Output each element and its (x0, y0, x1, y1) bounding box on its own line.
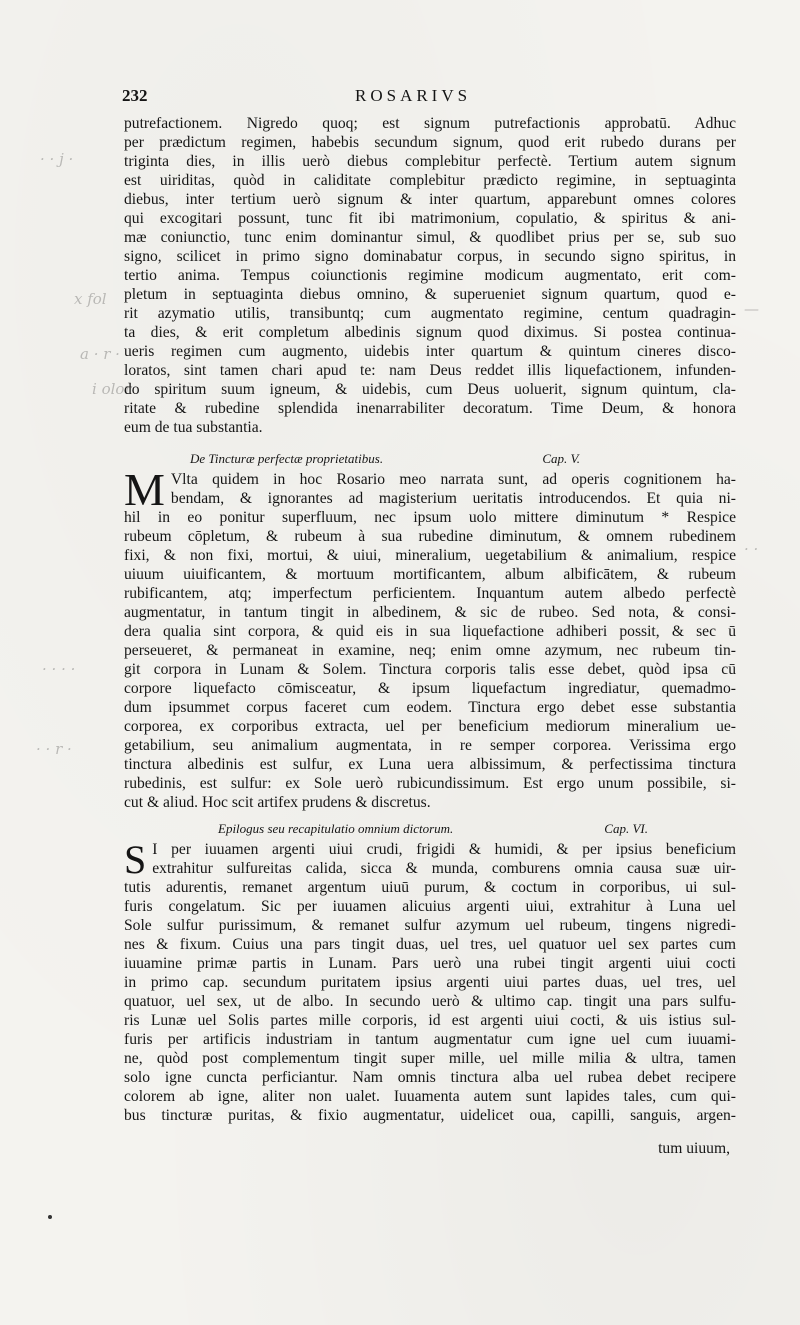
bleed-through-mark: a · r · (80, 345, 120, 363)
text-line: furis per artificis industriam in tantum augmentatur cum igne uel cum iuuami- (124, 1031, 736, 1048)
text-line: in primo cap. secundum puritatem ipsius argenti uiui partes duas, uel tres, uel (124, 974, 736, 991)
page-number: 232 (122, 86, 148, 105)
text-line: dera qualia sint corpora, & quid eis in sua liquefactione adhiberi possit, & sec ū (124, 623, 736, 640)
text-line: nes & fixum. Cuius una pars tingit duas, uel tres, uel quatuor uel sex partes cum (124, 936, 736, 953)
bleed-through-mark: x fol (74, 290, 107, 308)
bleed-through-mark: · · r · (36, 740, 72, 758)
text-line: augmentatur, in tantum tingit in albedinem, & sic de rubeo. Sed nota, & consi- (124, 604, 736, 621)
chapter-title: Epilogus seu recapitulatio omnium dictorum. (218, 821, 454, 836)
text-line: tertio anima. Tempus coiunctionis regimine modicum augmentato, erit com- (124, 267, 736, 284)
text-line: corpore liquefacto cōmisceatur, & ipsum liquefactum ingrediatur, quemadmo- (124, 680, 736, 697)
text-line: qui excogitari possunt, tunc fit ibi matrimonium, copulatio, & spiritus & ani- (124, 210, 736, 227)
running-head (120, 86, 730, 108)
text-line: extrahitur sulfureitas calida, sicca & munda, comburens omnia causa suæ uir- (152, 860, 736, 877)
text-line: rubedinis, est sulfur: ex Sole uerò rubicundissimum. Est ergo unum possibile, si- (124, 775, 736, 792)
text-line: corporea, ex corporibus extracta, uel per beneficium mediorum mineralium ue- (124, 718, 736, 735)
bleed-through-mark: · · j · (40, 150, 74, 168)
text-line: rit azymatio utilis, transibuntq; cum augmentato regimine, centum quadragin- (124, 305, 736, 322)
text-line: Vlta quidem in hoc Rosario meo narrata sunt, ad operis cognitionem ha- (170, 471, 736, 488)
text-line: perseueret, & permaneat in examine, neq; enim omne azymum, nec rubeum tin- (124, 642, 736, 659)
text-line: bus tincturæ puritas, & fixio augmentatur, uidelicet oua, capilli, sanguis, argen- (124, 1107, 736, 1124)
bleed-through-mark: · · · · (42, 660, 76, 678)
text-line: getabilium, seu animalium augmentata, in re semper corporea. Verissima ergo (124, 737, 736, 754)
chapter-body (124, 464, 736, 812)
text-line: triginta dies, in illis uerò diebus complebitur perfectè. Tertium autem signum (124, 153, 736, 170)
text-line: eum de tua substantia. (124, 419, 263, 436)
text-line: ne, quòd post complementum tingit super mille, uel mille milia & ultra, tamen (124, 1050, 736, 1067)
text-line: do spiritum suum igneum, & uidebis, cum Deus uoluerit, signum quintum, cla- (124, 381, 736, 398)
chapter-body (124, 837, 736, 1125)
text-line: ritate & rubedine splendida inenarrabiliter decoratum. Time Deum, & honora (124, 400, 736, 417)
text-line: I per iuuamen argenti uiui crudi, frigidi & humidi, & per ipsius beneficium (152, 841, 736, 858)
ink-speck (48, 1215, 52, 1219)
text-line: ta dies, & erit completum albedinis signum quod diximus. Si postea continua- (124, 324, 736, 341)
text-line: Sole sulfur purissimum, & remanet sulfur azymum uel rubeum, tingens nigredi- (124, 917, 736, 934)
text-line: uiuum uiuificantem, & mortuum mortificantem, album albificātem, & rubeum (124, 566, 736, 583)
text-line: mæ coniunctio, tunc enim dominantur simul, & quodlibet prius per se, sub suo (124, 229, 736, 246)
bleed-through-mark: — (744, 300, 759, 318)
text-line: ueris regimen cum augmento, uidebis inter quartum & quintum cineres disco- (124, 343, 736, 360)
drop-cap: M (124, 464, 165, 515)
chapter-title: De Tincturæ perfectæ proprietatibus. (190, 451, 384, 466)
chapter-heading (218, 821, 648, 841)
text-line: fixi, & non fixi, mortui, & uiui, mineralium, uegetabilium & animalium, respice (124, 547, 736, 564)
text-line: per prædictum regimen, habebis secundum signum, quod erit rubedo durans per (124, 134, 736, 151)
text-line: ris Lunæ uel Solis partes mille corporis, id est argenti uiui cocti, & uis istius sul- (124, 1012, 736, 1029)
text-line: pletum in septuaginta diebus omnino, & superueniet signum quartum, quod e- (124, 286, 736, 303)
bleed-through-mark: i olor (92, 380, 132, 398)
text-line: dum ipsummet corpus faceret cum eodem. Tinctura ergo debet esse substantia (124, 699, 736, 716)
text-line: furis congelatum. Sic per iuuamen alicuius argenti uiui, extrahitur à Luna uel (124, 898, 736, 915)
chapter-heading (190, 451, 610, 471)
chapter-number: Cap. V. (542, 451, 580, 466)
text-line: diebus, inter tertium uerò signum & inter quartum, apparebunt omnes colores (124, 191, 736, 208)
text-line: tutis adurentis, remanet argentum uiuū purum, & coctum in corporibus, ui sul- (124, 879, 736, 896)
text-line: solo igne cuncta perficiantur. Nam omnis tinctura alba uel rubea debet recipere (124, 1069, 736, 1086)
text-line: colorem ab igne, aliter non ualet. Iuuamenta autem sunt lapides tales, cum qui- (124, 1088, 736, 1105)
text-line: hil in eo ponitur superfluum, nec ipsum uolo mittere diminutum * Respice (124, 509, 736, 526)
text-line: cut & aliud. Hoc scit artifex prudens & discretus. (124, 794, 431, 811)
section-continuation (124, 114, 736, 437)
text-line: putrefactionem. Nigredo quoq; est signum putrefactionis approbatū. Adhuc (124, 115, 736, 132)
chapter-number: Cap. VI. (604, 821, 648, 836)
bleed-through-mark: · · (744, 540, 759, 558)
text-line: rubeum cōpletum, & rubeum à sua rubedine diminutum, & omnem rubedinem (124, 528, 736, 545)
text-line: loratos, sint tamen chari apud te: nam Deus reddet illis liquefactionem, infunden- (124, 362, 736, 379)
text-line: quatuor, uel sex, ut de albo. In secundo uerò & ultimo cap. tingit una pars sulfu- (124, 993, 736, 1010)
catchword: tum uiuum, (658, 1140, 730, 1157)
running-title: ROSARIVS (355, 86, 472, 105)
text-line: bendam, & ignorantes ad magisterium ueritatis introducendos. Et quia ni- (170, 490, 736, 507)
text-line: git corpora in Lunam & Solem. Tinctura corporis talis esse debet, quòd ipsa cū (124, 661, 736, 678)
text-line: iuuamine primæ partis in Lunam. Pars uerò una rubei tingit argenti uiui cocti (124, 955, 736, 972)
text-line: signo, scilicet in primo signo dominabatur corpus, in secundo signo spiritus, in (124, 248, 736, 265)
drop-cap: S (124, 837, 147, 882)
text-line: rubificantem, atq; imperfectum perficientem. Inquantum autem albedo perfectè (124, 585, 736, 602)
text-line: tinctura albedinis est sulfur, ex Luna uera albissimum, & perfectissima tinctura (124, 756, 736, 773)
text-line: est uiriditas, quòd in caliditate complebitur prædicto regimine, in septuaginta (124, 172, 736, 189)
